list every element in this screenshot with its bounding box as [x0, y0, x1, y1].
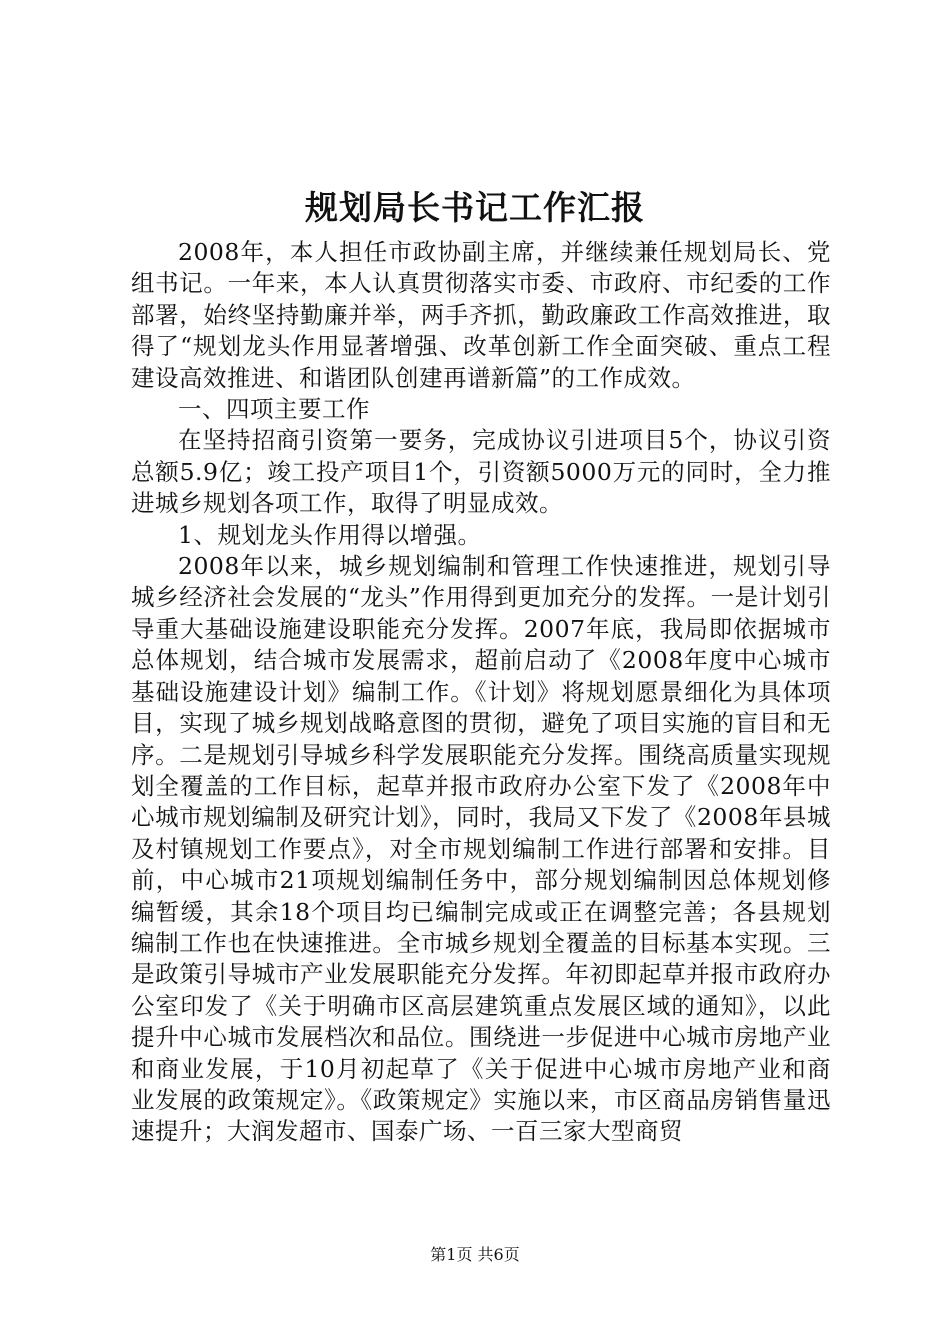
- paragraph-intro: 2008年，本人担任市政协副主席，并继续兼任规划局长、党组书记。一年来，本人认真贯彻落实市委、市政府、市纪委的工作部署，始终坚持勤廉并举，两手齐抓，勤政廉政工作高效推进，取得了“规划龙头作用显著增强、改革创新工作全面突破、重点工程建设高效推进、和谐团队创建再谱新篇”的工作成效。: [131, 238, 831, 392]
- subsection-heading: 1、规划龙头作用得以增强。: [178, 520, 482, 549]
- page-number-footer: 第1页 共6页: [430, 1245, 520, 1264]
- document-title: 规划局长书记工作汇报: [305, 188, 645, 227]
- paragraph-investment: 在坚持招商引资第一要务，完成协议引进项目5个，协议引资总额5.9亿；竣工投产项目1个，引资额5000万元的同时，全力推进城乡规划各项工作，取得了明显成效。: [131, 426, 831, 518]
- paragraph-planning: 2008年以来，城乡规划编制和管理工作快速推进，规划引导城乡经济社会发展的“龙头”作用得到更加充分的发挥。一是计划引导重大基础设施建设职能充分发挥。2007年底，我局即依据城市总体规划，结合城市发展需求，超前启动了《2008年度中心城市基础设施建设计划》编制工作。《计划》将规划愿景细化为具体项目，实现了城乡规划战略意图的贯彻，避免了项目实施的盲目和无序。二是规划引导城乡科学发展职能充分发挥。围绕高质量实现规划全覆盖的工作目标，起草并报市政府办公室下发了《2008年中心城市规划编制及研究计划》，同时，我局又下发了《2008年县城及村镇规划工作要点》，对全市规划编制工作进行部署和安排。目前，中心城市21项规划编制任务中，部分规划编制因总体规划修编暂缓，其余18个项目均已编制完成或正在调整完善；各县规划编制工作也在快速推进。全市城乡规划全覆盖的目标基本实现。三是政策引导城市产业发展职能充分发挥。年初即起草并报市政府办公室印发了《关于明确市区高层建筑重点发展区域的通知》，以此提升中心城市发展档次和品位。围绕进一步促进中心城市房地产业和商业发展，于10月初起草了《关于促进中心城市房地产业和商业发展的政策规定》。《政策规定》实施以来，市区商品房销售量迅速提升；大润发超市、国泰广场、一百三家大型商贸: [131, 552, 831, 1146]
- section-heading: 一、四项主要工作: [178, 395, 370, 424]
- document-body: [131, 237, 831, 1148]
